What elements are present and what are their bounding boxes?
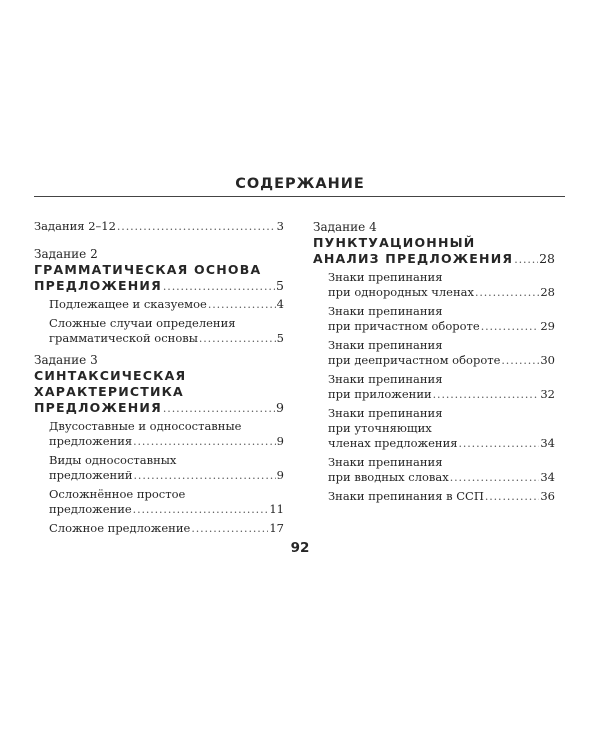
section-title[interactable]: ГРАММАТИЧЕСКАЯ ОСНОВА <box>34 262 262 277</box>
toc-entry[interactable] <box>328 270 555 300</box>
toc-entry[interactable] <box>49 487 284 517</box>
subsection-list <box>34 419 284 536</box>
entry-page: 32 <box>540 387 555 401</box>
entry-page: 34 <box>540 470 555 484</box>
dot-leader <box>191 521 268 536</box>
dot-leader <box>433 387 540 402</box>
section-title-row[interactable] <box>313 251 555 267</box>
entry-text: предложения <box>49 434 133 448</box>
toc-left-column <box>34 219 284 542</box>
toc-entry[interactable] <box>328 406 555 451</box>
entry-text: Знаки препинания <box>328 372 443 386</box>
entry-page: 34 <box>540 436 555 450</box>
entry-text: Знаки препинания <box>328 304 443 318</box>
contents-heading: СОДЕРЖАНИЕ <box>235 176 365 192</box>
dot-leader <box>481 319 540 334</box>
section-title: АНАЛИЗ ПРЕДЛОЖЕНИЯ <box>313 251 514 266</box>
dot-leader <box>133 502 269 517</box>
entry-text: Знаки препинания <box>328 455 443 469</box>
toc-right-column <box>313 219 555 510</box>
dot-leader <box>117 219 276 234</box>
entry-text: Знаки препинания <box>328 406 443 420</box>
dot-leader <box>133 434 276 449</box>
entry-page: 9 <box>276 400 284 415</box>
entry-page: 5 <box>276 278 284 293</box>
entry-text: членах предложения <box>328 436 458 450</box>
entry-page: 3 <box>276 219 284 233</box>
dot-leader <box>450 470 540 485</box>
entry-text: Сложное предложение <box>49 521 191 535</box>
section-title: ПРЕДЛОЖЕНИЯ <box>34 400 162 415</box>
toc-entry[interactable] <box>328 455 555 485</box>
entry-page: 9 <box>276 434 284 448</box>
entry-page: 28 <box>539 251 555 266</box>
dot-leader <box>501 353 539 368</box>
dot-leader <box>485 489 539 504</box>
toc-entry[interactable] <box>328 372 555 402</box>
section-title[interactable]: СИНТАКСИЧЕСКАЯ <box>34 368 187 383</box>
toc-entry[interactable] <box>328 338 555 368</box>
entry-text: при приложении <box>328 387 432 401</box>
entry-page: 36 <box>540 489 555 503</box>
dot-leader <box>134 468 276 483</box>
entry-text: Виды односоставных <box>49 453 177 467</box>
entry-page: 5 <box>276 331 284 345</box>
task-label: Задание 2 <box>34 247 98 261</box>
toc-task-3 <box>34 352 284 536</box>
entry-page: 9 <box>276 468 284 482</box>
toc-intro-entry[interactable] <box>34 219 284 234</box>
entry-text: при вводных словах <box>328 470 449 484</box>
entry-text: предложений <box>49 468 133 482</box>
page-number: 92 <box>290 540 310 556</box>
subsection-list <box>313 270 555 504</box>
entry-text: Знаки препинания <box>328 270 443 284</box>
entry-page: 30 <box>540 353 555 367</box>
entry-text: Задания 2–12 <box>34 219 116 233</box>
dot-leader <box>199 331 276 346</box>
section-title-row[interactable] <box>34 400 284 416</box>
toc-entry[interactable] <box>49 419 284 449</box>
entry-text: Сложные случаи определения <box>49 316 236 330</box>
dot-leader <box>514 252 538 267</box>
dot-leader <box>163 401 275 416</box>
entry-text: грамматической основы <box>49 331 198 345</box>
task-label: Задание 4 <box>313 220 377 234</box>
entry-text: Осложнённое простое <box>49 487 186 501</box>
heading-rule <box>34 196 565 197</box>
entry-text: Знаки препинания <box>328 338 443 352</box>
toc-entry[interactable] <box>328 304 555 334</box>
entry-text: при однородных членах <box>328 285 474 299</box>
toc-task-2 <box>34 246 284 346</box>
toc-entry[interactable] <box>49 521 284 536</box>
dot-leader <box>163 279 275 294</box>
entry-page: 28 <box>540 285 555 299</box>
entry-page: 17 <box>269 521 284 535</box>
entry-page: 11 <box>269 502 284 516</box>
dot-leader <box>208 297 276 312</box>
entry-page: 29 <box>540 319 555 333</box>
toc-entry[interactable] <box>49 453 284 483</box>
entry-text: при деепричастном обороте <box>328 353 501 367</box>
task-label: Задание 3 <box>34 353 98 367</box>
entry-text: Двусоставные и односоставные <box>49 419 242 433</box>
entry-text: при уточняющих <box>328 421 432 435</box>
entry-page: 4 <box>276 297 284 311</box>
toc-entry[interactable] <box>49 316 284 346</box>
subsection-list <box>34 297 284 346</box>
entry-text: при причастном обороте <box>328 319 480 333</box>
dot-leader <box>475 285 539 300</box>
entry-text: Подлежащее и сказуемое <box>49 297 207 311</box>
toc-task-4 <box>313 219 555 504</box>
section-title[interactable]: ХАРАКТЕРИСТИКА <box>34 384 184 399</box>
entry-text: предложение <box>49 502 132 516</box>
toc-entry[interactable] <box>49 297 284 312</box>
section-title-row[interactable] <box>34 278 284 294</box>
entry-text: Знаки препинания в ССП <box>328 489 484 503</box>
section-title[interactable]: ПУНКТУАЦИОННЫЙ <box>313 235 476 250</box>
section-title: ПРЕДЛОЖЕНИЯ <box>34 278 162 293</box>
toc-entry[interactable] <box>328 489 555 504</box>
dot-leader <box>459 436 540 451</box>
